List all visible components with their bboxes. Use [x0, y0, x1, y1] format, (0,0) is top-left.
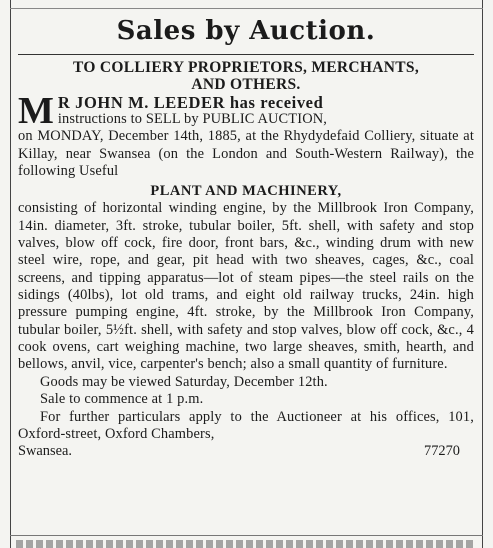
town-name: Swansea.: [18, 443, 72, 460]
section-heading: Sales by Auction.: [116, 16, 376, 46]
column-rule-right: [482, 0, 483, 548]
intro-line-2: instructions to SELL by PUBLIC AUCTION,: [57, 111, 328, 127]
caption-line-2: AND OTHERS.: [191, 76, 301, 93]
viewing-notice: Goods may be viewed Saturday, December 12th.: [40, 373, 328, 390]
drop-cap: M: [18, 90, 54, 132]
footer-rule: [10, 535, 483, 536]
column-rule-left: [10, 0, 11, 548]
commence-notice: Sale to commence at 1 p.m.: [40, 391, 204, 408]
intro-line-1: R JOHN M. LEEDER has received: [57, 93, 324, 112]
next-advert-strip: [16, 540, 476, 548]
advert-column: [18, 14, 474, 461]
intro-paragraph: [18, 90, 474, 180]
advert-reference: 77270: [424, 443, 460, 460]
caption-line-1: TO COLLIERY PROPRIETORS, MERCHANTS,: [73, 59, 419, 76]
column-rule-top: [10, 8, 483, 9]
closing-line: [18, 443, 474, 460]
particulars-notice: For further particulars apply to the Auctioneer at his offices, 101, Oxford-street, Oxford Chambers,: [18, 408, 474, 442]
heading-divider: [18, 54, 474, 55]
plant-subheading: PLANT AND MACHINERY,: [150, 183, 342, 200]
intro-rest: on MONDAY, December 14th, 1885, at the Rhydydefaid Colliery, situate at Killay, near Swansea (on the London and South-Western Railway), the following Useful: [18, 128, 474, 180]
machinery-description: consisting of horizontal winding engine, by the Millbrook Iron Company, 14in. diameter, 3ft. stroke, tubular boiler, 5ft. shell, with safety and stop valves, blow off cock, fire door, front bars, &c., winding drum with new steel wire, rope, and gear, pit head with two sheaves, cages, &c., coal screens, and tipping apparatus—lot of steam pipes—the steel rails on the sidings (40lbs), lot old trams, and eight old railway trucks, 24in. high pressure pumping engine, 4ft. stroke, by the Millbrook Iron Company, tubular boiler, 5½ft. shell, with safety and stop valves, blow off cock, &c., 4 cook ovens, cart weighing machine, two large sheaves, smith, hearth, and bellows, anvil, vice, carpenter's bench; also a small quantity of furniture.: [18, 200, 474, 373]
